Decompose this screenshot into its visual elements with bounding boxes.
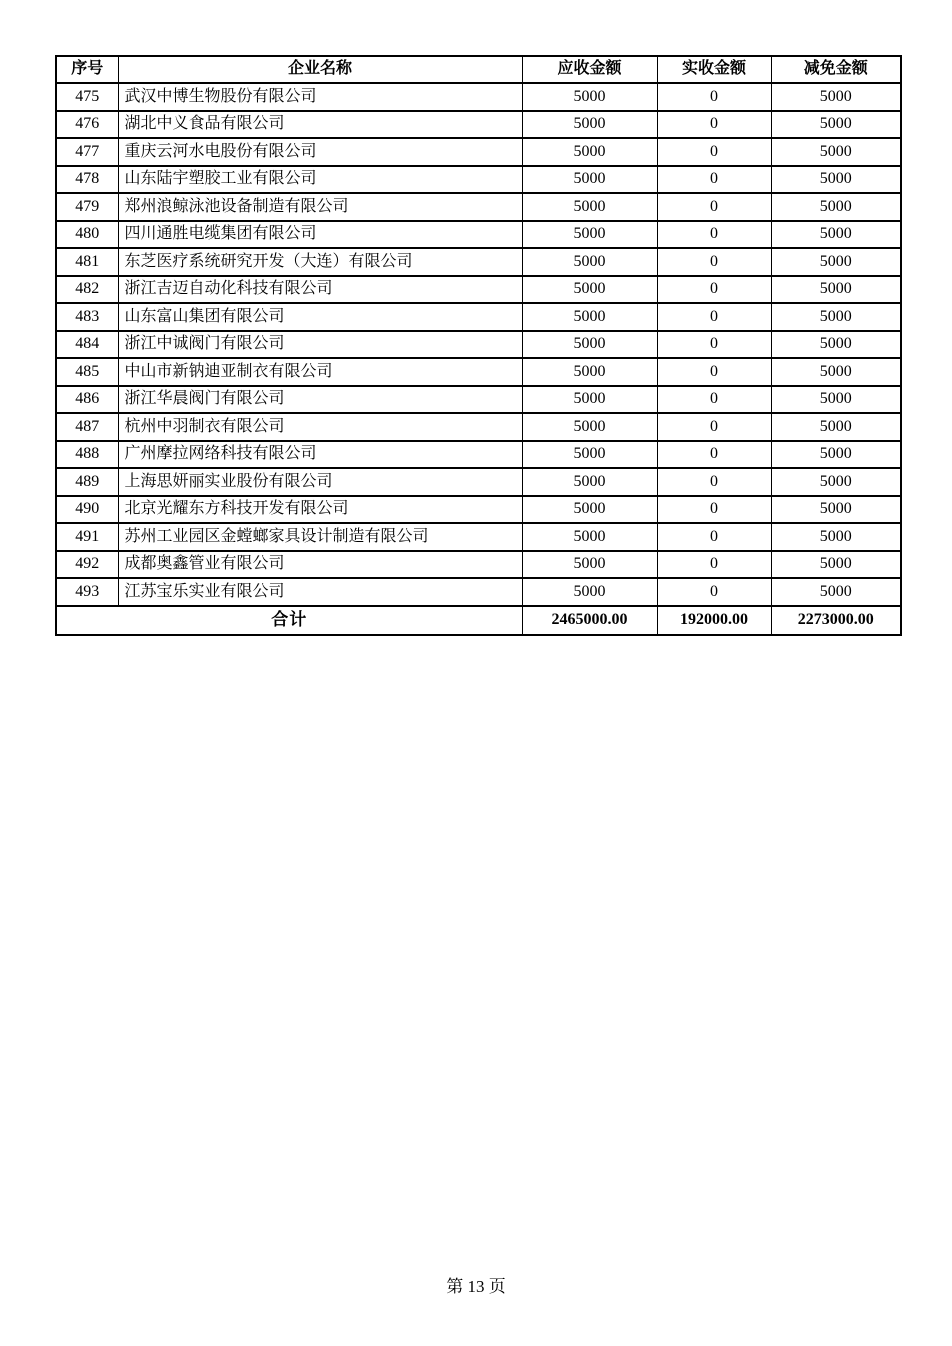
amount-receivable: 5000 (522, 138, 657, 166)
amount-receivable: 5000 (522, 221, 657, 249)
amount-received: 0 (657, 358, 771, 386)
amount-reduced: 5000 (771, 83, 901, 111)
row-index: 492 (56, 551, 118, 579)
col-header-index: 序号 (56, 56, 118, 83)
amount-receivable: 5000 (522, 331, 657, 359)
company-name: 浙江吉迈自动化科技有限公司 (118, 276, 522, 304)
company-name: 浙江中诚阀门有限公司 (118, 331, 522, 359)
company-name: 成都奥鑫管业有限公司 (118, 551, 522, 579)
amount-received: 0 (657, 413, 771, 441)
table-row (56, 523, 901, 551)
amount-received: 0 (657, 221, 771, 249)
company-name: 武汉中博生物股份有限公司 (118, 83, 522, 111)
table-row (56, 578, 901, 606)
table-body (56, 83, 901, 606)
amount-received: 0 (657, 468, 771, 496)
amount-received: 0 (657, 83, 771, 111)
amount-reduced: 5000 (771, 248, 901, 276)
amount-reduced: 5000 (771, 551, 901, 579)
table-row (56, 138, 901, 166)
amount-received: 0 (657, 138, 771, 166)
amount-received: 0 (657, 441, 771, 469)
row-index: 489 (56, 468, 118, 496)
row-index: 485 (56, 358, 118, 386)
company-name: 广州摩拉网络科技有限公司 (118, 441, 522, 469)
total-label: 合计 (56, 606, 522, 635)
amount-received: 0 (657, 386, 771, 414)
row-index: 479 (56, 193, 118, 221)
fee-table (55, 55, 902, 636)
amount-receivable: 5000 (522, 248, 657, 276)
row-index: 490 (56, 496, 118, 524)
row-index: 478 (56, 166, 118, 194)
company-name: 中山市新钠迪亚制衣有限公司 (118, 358, 522, 386)
total-row (56, 606, 901, 635)
company-name: 四川通胜电缆集团有限公司 (118, 221, 522, 249)
col-header-company: 企业名称 (118, 56, 522, 83)
amount-reduced: 5000 (771, 193, 901, 221)
company-name: 北京光耀东方科技开发有限公司 (118, 496, 522, 524)
amount-receivable: 5000 (522, 303, 657, 331)
row-index: 493 (56, 578, 118, 606)
amount-receivable: 5000 (522, 193, 657, 221)
total-receivable: 2465000.00 (522, 606, 657, 635)
amount-received: 0 (657, 578, 771, 606)
table-row (56, 303, 901, 331)
row-index: 481 (56, 248, 118, 276)
amount-received: 0 (657, 551, 771, 579)
company-name: 山东陆宇塑胶工业有限公司 (118, 166, 522, 194)
amount-receivable: 5000 (522, 358, 657, 386)
company-name: 苏州工业园区金螳螂家具设计制造有限公司 (118, 523, 522, 551)
amount-receivable: 5000 (522, 551, 657, 579)
amount-receivable: 5000 (522, 83, 657, 111)
row-index: 480 (56, 221, 118, 249)
row-index: 476 (56, 111, 118, 139)
table-row (56, 166, 901, 194)
amount-reduced: 5000 (771, 138, 901, 166)
table-row (56, 441, 901, 469)
amount-reduced: 5000 (771, 523, 901, 551)
row-index: 488 (56, 441, 118, 469)
amount-reduced: 5000 (771, 276, 901, 304)
row-index: 486 (56, 386, 118, 414)
company-name: 重庆云河水电股份有限公司 (118, 138, 522, 166)
amount-received: 0 (657, 331, 771, 359)
company-name: 郑州浪鲸泳池设备制造有限公司 (118, 193, 522, 221)
table-row (56, 248, 901, 276)
amount-receivable: 5000 (522, 276, 657, 304)
page-number: 第 13 页 (446, 1277, 506, 1296)
col-header-receivable: 应收金额 (522, 56, 657, 83)
table-row (56, 386, 901, 414)
company-name: 江苏宝乐实业有限公司 (118, 578, 522, 606)
total-received: 192000.00 (657, 606, 771, 635)
total-reduced: 2273000.00 (771, 606, 901, 635)
amount-receivable: 5000 (522, 523, 657, 551)
amount-reduced: 5000 (771, 111, 901, 139)
row-index: 483 (56, 303, 118, 331)
col-header-received: 实收金额 (657, 56, 771, 83)
table-row (56, 221, 901, 249)
amount-reduced: 5000 (771, 468, 901, 496)
table-row (56, 111, 901, 139)
amount-receivable: 5000 (522, 413, 657, 441)
amount-receivable: 5000 (522, 441, 657, 469)
amount-reduced: 5000 (771, 303, 901, 331)
amount-receivable: 5000 (522, 578, 657, 606)
company-name: 山东富山集团有限公司 (118, 303, 522, 331)
table-row (56, 496, 901, 524)
amount-reduced: 5000 (771, 413, 901, 441)
amount-received: 0 (657, 496, 771, 524)
row-index: 482 (56, 276, 118, 304)
table-row (56, 413, 901, 441)
company-name: 上海思妍丽实业股份有限公司 (118, 468, 522, 496)
amount-receivable: 5000 (522, 468, 657, 496)
amount-received: 0 (657, 523, 771, 551)
amount-reduced: 5000 (771, 578, 901, 606)
amount-reduced: 5000 (771, 221, 901, 249)
amount-receivable: 5000 (522, 111, 657, 139)
amount-reduced: 5000 (771, 358, 901, 386)
amount-reduced: 5000 (771, 441, 901, 469)
row-index: 491 (56, 523, 118, 551)
company-name: 东芝医疗系统研究开发（大连）有限公司 (118, 248, 522, 276)
table-row (56, 468, 901, 496)
amount-reduced: 5000 (771, 166, 901, 194)
amount-received: 0 (657, 166, 771, 194)
amount-received: 0 (657, 248, 771, 276)
row-index: 484 (56, 331, 118, 359)
amount-received: 0 (657, 193, 771, 221)
row-index: 487 (56, 413, 118, 441)
row-index: 475 (56, 83, 118, 111)
company-name: 湖北中义食品有限公司 (118, 111, 522, 139)
col-header-reduced: 减免金额 (771, 56, 901, 83)
amount-reduced: 5000 (771, 331, 901, 359)
amount-receivable: 5000 (522, 386, 657, 414)
amount-receivable: 5000 (522, 496, 657, 524)
table-row (56, 83, 901, 111)
company-name: 浙江华晨阀门有限公司 (118, 386, 522, 414)
amount-receivable: 5000 (522, 166, 657, 194)
header-row (56, 56, 901, 83)
table-row (56, 331, 901, 359)
amount-received: 0 (657, 303, 771, 331)
table-row (56, 551, 901, 579)
table-row (56, 193, 901, 221)
amount-reduced: 5000 (771, 496, 901, 524)
company-name: 杭州中羽制衣有限公司 (118, 413, 522, 441)
amount-received: 0 (657, 276, 771, 304)
amount-reduced: 5000 (771, 386, 901, 414)
row-index: 477 (56, 138, 118, 166)
table-row (56, 358, 901, 386)
amount-received: 0 (657, 111, 771, 139)
table-row (56, 276, 901, 304)
